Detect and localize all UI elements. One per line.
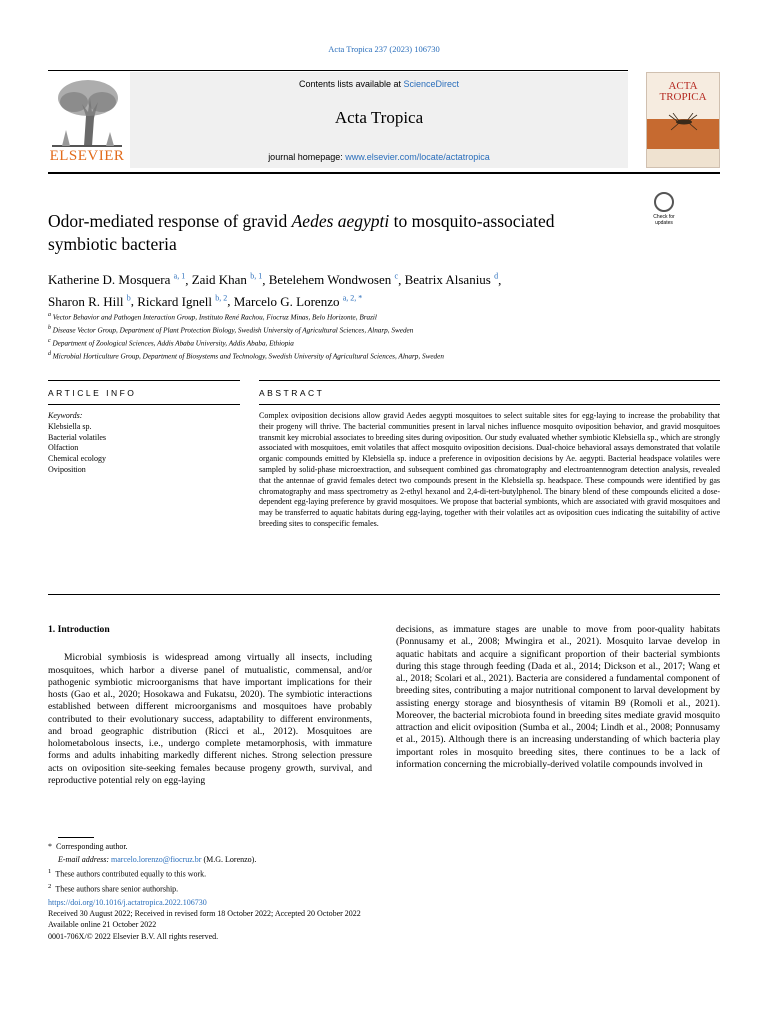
article-info-heading: ARTICLE INFO	[48, 388, 137, 398]
elsevier-tree-logo	[48, 76, 126, 148]
available-online: Available online 21 October 2022	[48, 920, 157, 930]
email-link[interactable]: marcelo.lorenzo@fiocruz.br	[111, 854, 202, 864]
article-title: Odor-mediated response of gravid Aedes aegypti to mosquito-associated symbiotic bacteria	[48, 211, 555, 254]
abstract-text: Complex oviposition decisions allow gravid Aedes aegypti mosquitoes to select suitable sites for egg-laying to increase the probability that their progeny will thrive. The bacterial communities present in larval niches influence mosquito oviposition behavior, and gravid mosquitoes transmit key microbial associates to breeding sites during oviposition. Our study evaluated whether symbiotic Klebsiella sp., which are strongly associated with mosquitoes, emit volatiles that affect mosquito oviposition decisions. Dual-choice behavioral assays demonstrated that volatile organic compounds emitted by Klebsiella sp. induce a preference in oviposition decisions by Ae. aegypti. Bacterial headspace volatiles were sampled by solid-phase microextraction, and subsequent combined gas chromatography and electroantennogram detection analysis, revealed that the antennae of gravid females detect two compounds present in the Klebsiella sp. headspace. These compounds were identified by gas chromatography and mass spectrometry as 2-ethyl hexanol and 2,4-di-tert-butylphenol. The binary blend of these compounds elicited a dose-dependent egg-laying preference by gravid mosquitoes. We propose that bacterial symbionts, which are associated with gravid mosquitoes and may be transferred to aquatic habitats during egg-laying, together with their volatiles act as oviposition cues indicating the suitability of active breeding sites to conspecific females.	[259, 411, 720, 528]
author[interactable]: Sharon R. Hill $^b$	[48, 293, 131, 309]
mosquito-icon	[667, 113, 701, 131]
footnote-corresponding: * Corresponding author.	[48, 842, 128, 851]
keywords-block	[48, 411, 240, 476]
affiliation: $^b$ Disease Vector Group, Department of Plant Protection Biology, Swedish University of Agricultural Sciences, Alnarp, Sweden	[48, 324, 414, 335]
author[interactable]: Zaid Khan $^{b, 1}$	[191, 272, 263, 288]
cover-bottom	[647, 149, 719, 168]
footnote-rule	[58, 837, 94, 838]
keyword: Chemical ecology	[48, 454, 106, 464]
homepage-prefix: journal homepage:	[268, 152, 346, 162]
footnote-2: $^2$ These authors share senior authorship.	[48, 883, 179, 895]
body-column-right	[396, 624, 720, 771]
intro-paragraph: Microbial symbiosis is widespread among virtually all insects, including mosquitoes, which harbor a diverse panel of mutualistic, commensal, and/or pathogenic symbiotic microorganisms that have important implications for their hosts (Gao et al., 2020; Hosokawa and Fukatsu, 2020). The symbiotic interactions established between different microorganisms and mosquitoes have probably contributed to their evolutionary success, adaptability to different environments, and broad geographic distribution (Ricci et al., 2012). Mosquitoes are holometabolous insects, i.e., undergo complete metamorphosis, with immature forms and adults inhabiting markedly different niches. Strong selection pressure acts on oviposition site-seeking females because progeny growth, survival, and reproductive potential rely on egg-laying	[48, 652, 372, 786]
keyword: Olfaction	[48, 443, 79, 453]
elsevier-wordmark: ELSEVIER	[49, 148, 125, 164]
article-info-rule-2	[48, 404, 240, 405]
footnote-email: E-mail address: marcelo.lorenzo@fiocruz.br (M.G. Lorenzo).	[58, 854, 257, 864]
check-for-updates-badge[interactable]	[648, 192, 680, 232]
abstract-rule-2	[259, 404, 720, 405]
author-list: Katherine D. Mosquera $^{a, 1}$, Zaid Khan $^{b, 1}$, Betelehem Wondwosen $^c$, Beatrix Alsanius $^d$, Sharon R. Hill $^b$, Rickard Ignell $^{b, 2}$, Marcelo G. Lorenzo $^{a, 2, *}$	[48, 272, 502, 309]
intro-paragraph-continued: decisions, as immature stages are unable to move from poor-quality habitats (Ponnusamy et al., 2008; Mwingira et al., 2021). Mosquito larvae develop in aquatic habitats and acquire a significant proportion of their bacterial symbionts during this stage through feeding (Dada et al., 2014; Dickson et al., 2017; Wang et al., 2018; Scolari et al., 2021). Bacteria are considered a fundamental component of breeding sites, contributing a major nutritional component to larval development by assisting energy storage and biosynthesis of vitamin B9 (Romoli et al., 2021). Moreover, the bacterial microbiota found in breeding sites mediate gravid mosquito attraction and elicit oviposition (Sumba et al., 2004; Lindh et al., 2008; Ponnusamy et al., 2015). Although there is an increasing understanding of which bacteria play important roles in mosquito breeding sites, there continues to be a lack of information concerning the microbially-derived volatile compounds involved in	[396, 624, 720, 770]
contents-prefix: Contents lists available at	[298, 79, 404, 89]
author[interactable]: Marcelo G. Lorenzo $^{a, 2, *}$	[233, 293, 363, 309]
keywords-label: Keywords:	[48, 411, 83, 420]
homepage-link[interactable]: www.elsevier.com/locate/actatropica	[345, 152, 490, 162]
affiliation: $^d$ Microbial Horticulture Group, Department of Biosystems and Technology, Swedish University of Agricultural Sciences, Alnarp, Sweden	[48, 350, 444, 361]
abstract-heading: ABSTRACT	[259, 388, 325, 398]
affiliation: $^c$ Department of Zoological Sciences, Addis Ababa University, Addis Ababa, Ethiopia	[48, 337, 294, 348]
abstract-rule	[259, 380, 720, 381]
cover-title: ACTA TROPICA	[659, 80, 707, 103]
affiliation: $^a$ Vector Behavior and Pathogen Interaction Group, Instituto René Rachou, Fiocruz Minas, Belo Horizonte, Brazil	[48, 312, 377, 322]
publication-info	[48, 897, 548, 942]
author[interactable]: Beatrix Alsanius $^d$	[404, 272, 499, 288]
badge-text: Check for updates	[653, 214, 675, 226]
article-info-rule	[48, 380, 240, 381]
journal-title: Acta Tropica	[334, 108, 424, 127]
sciencedirect-link[interactable]: ScienceDirect	[403, 79, 460, 89]
keyword: Klebsiella sp.	[48, 421, 92, 431]
copyright: 0001-706X/© 2022 Elsevier B.V. All rights reserved.	[48, 931, 219, 941]
body-column-left	[48, 624, 372, 787]
check-updates-icon	[654, 192, 674, 212]
affiliations	[48, 310, 688, 362]
keyword: Bacterial volatiles	[48, 432, 106, 442]
header-rule-top	[48, 70, 628, 71]
journal-reference[interactable]: Acta Tropica 237 (2023) 106730	[328, 44, 440, 54]
abstract-end-rule	[48, 594, 720, 595]
received-dates: Received 30 August 2022; Received in revised form 18 October 2022; Accepted 20 October 2022	[48, 909, 361, 919]
header-rule-bottom	[48, 172, 720, 174]
footnotes	[48, 841, 378, 897]
contents-line	[130, 79, 628, 89]
author[interactable]: Katherine D. Mosquera $^{a, 1}$	[48, 272, 186, 288]
homepage-line	[130, 152, 628, 162]
section-heading-introduction: 1. Introduction	[48, 624, 110, 635]
footnote-1: $^1$ These authors contributed equally to this work.	[48, 868, 207, 879]
author[interactable]: Betelehem Wondwosen $^c$	[268, 272, 399, 288]
author[interactable]: Rickard Ignell $^{b, 2}$	[137, 293, 228, 309]
keyword: Oviposition	[48, 464, 86, 474]
journal-cover[interactable]	[646, 72, 720, 168]
doi-link[interactable]: https://doi.org/10.1016/j.actatropica.2022.106730	[48, 898, 207, 907]
